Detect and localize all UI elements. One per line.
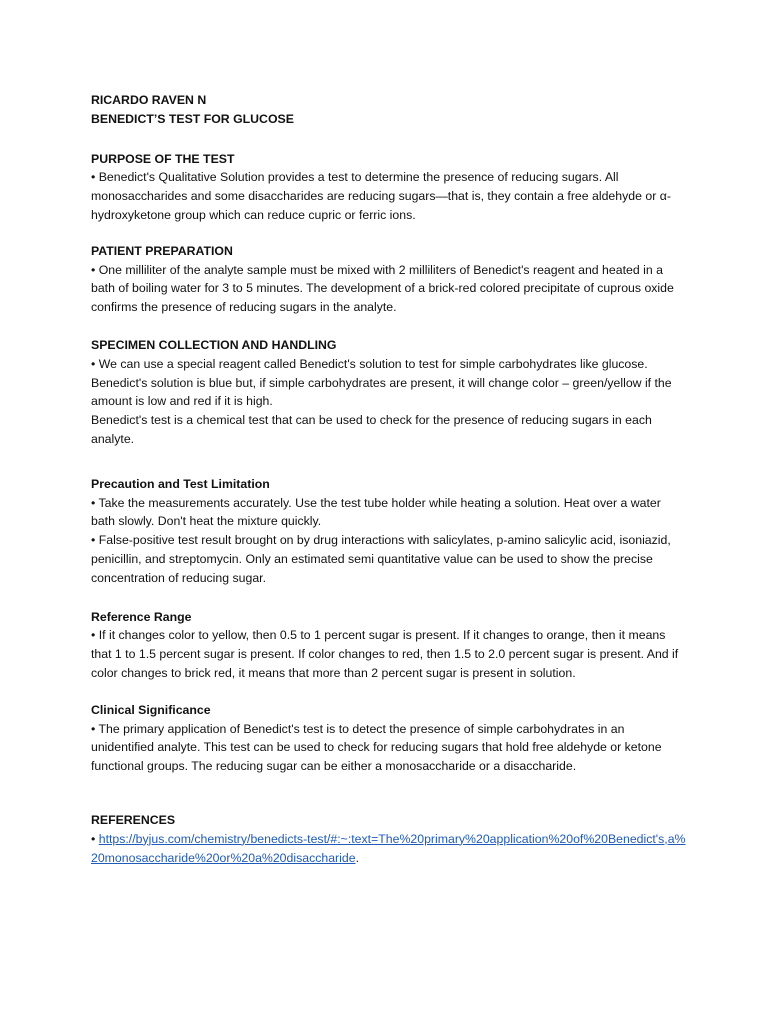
reference-bullet: • <box>91 831 99 846</box>
references-heading: REFERENCES <box>91 812 176 827</box>
purpose-heading: PURPOSE OF THE TEST <box>91 151 235 166</box>
precaution-section <box>91 475 688 588</box>
specimen-heading: SPECIMEN COLLECTION AND HANDLING <box>91 337 337 352</box>
specimen-section <box>91 336 688 449</box>
patient-preparation-heading: PATIENT PREPARATION <box>91 243 233 258</box>
precaution-paragraph-1: • Take the measurements accurately. Use the test tube holder while heating a solution. Heat over a water bath slowly. Don't heat the mixture quickly. <box>91 495 661 529</box>
specimen-paragraph-2: Benedict's test is a chemical test that can be used to check for the presence of reducing sugars in each analyte. <box>91 413 652 446</box>
clinical-significance-paragraph: • The primary application of Benedict's test is to detect the presence of simple carbohydrates in an unidentified analyte. This test can be used to check for reducing sugars that hold free aldehyde or ketone functional groups. The reducing sugar can be either a monosaccharide or a disaccharide. <box>91 721 662 774</box>
reference-link[interactable]: https://byjus.com/chemistry/benedicts-test/#:~:text=The%20primary%20application%20of%20Benedict's,a%20monosaccharide%20or%20a%20disaccharide <box>91 831 686 865</box>
clinical-significance-heading: Clinical Significance <box>91 702 211 717</box>
specimen-paragraph-1: • We can use a special reagent called Benedict's solution to test for simple carbohydrates like glucose. Benedict's solution is blue but, if simple carbohydrates are present, it will change color – green/yellow if the amount is low and red if it is high. <box>91 356 672 409</box>
precaution-heading: Precaution and Test Limitation <box>91 476 270 491</box>
precaution-paragraph-2: • False-positive test result brought on by drug interactions with salicylates, p-amino salicylic acid, isoniazid, penicillin, and streptomycin. Only an estimated semi quantitative value can be used to show the precise concentration of reducing sugar. <box>91 533 671 585</box>
reference-range-heading: Reference Range <box>91 609 192 624</box>
references-section <box>91 811 688 867</box>
document-title: BENEDICT’S TEST FOR GLUCOSE <box>91 111 294 126</box>
author-name: RICARDO RAVEN N <box>91 93 207 107</box>
patient-preparation-paragraph: • One milliliter of the analyte sample must be mixed with 2 milliliters of Benedict's reagent and heated in a bath of boiling water for 3 to 5 minutes. The development of a brick-red colored precipitate of cuprous oxide confirms the presence of reducing sugars in the analyte. <box>91 262 674 315</box>
purpose-section <box>91 150 688 225</box>
purpose-paragraph: • Benedict's Qualitative Solution provides a test to determine the presence of reducing sugars. All monosaccharides and some disaccharides are reducing sugars—that is, they contain a free aldehyde or α-hydroxyketone group which can reduce cupric or ferric ions. <box>91 170 671 222</box>
reference-item <box>91 830 688 868</box>
reference-range-section <box>91 608 688 683</box>
reference-range-paragraph: • If it changes color to yellow, then 0.5 to 1 percent sugar is present. If it changes to orange, then it means that 1 to 1.5 percent sugar is present. If color changes to red, then 1.5 to 2.0 percent sugar is present. And if color changes to brick red, it means that more than 2 percent sugar is present in solution. <box>91 628 679 680</box>
patient-preparation-section <box>91 242 688 317</box>
reference-trailing-period: . <box>355 850 359 865</box>
clinical-significance-section <box>91 701 688 776</box>
